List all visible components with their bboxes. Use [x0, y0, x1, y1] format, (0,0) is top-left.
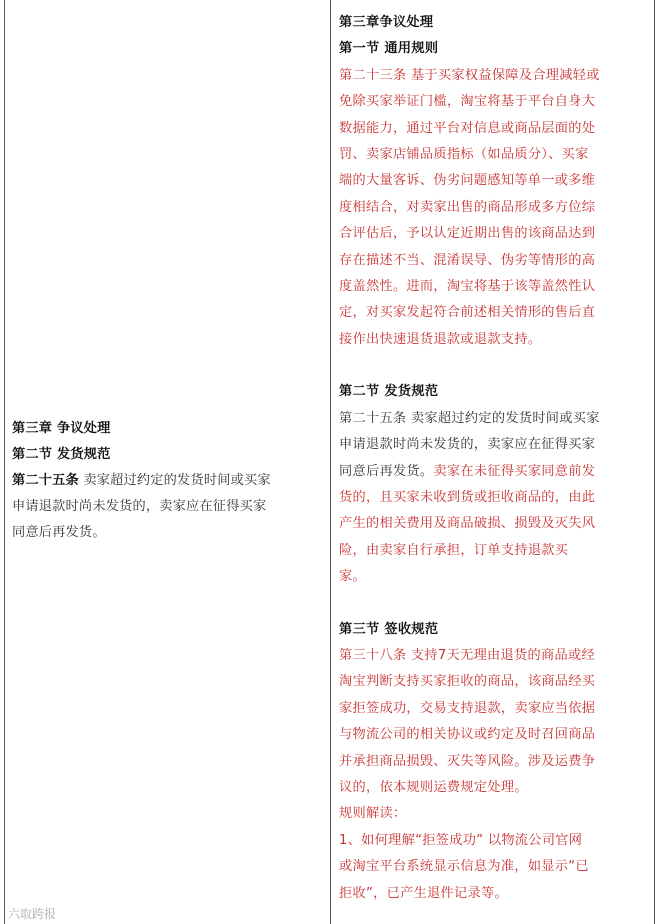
section3-line: 规则解读：: [339, 806, 407, 822]
section2-line: 险，由卖家自行承担，订单支持退款买: [339, 542, 569, 558]
paragraph-gap: [339, 353, 651, 379]
section3-line: 淘宝判断支持买家拒收的商品，该商品经买: [339, 674, 596, 690]
paragraph-gap: [339, 591, 651, 617]
left-article-number: 第二十五条: [12, 473, 79, 488]
watermark-text: 六取跨报: [8, 907, 57, 921]
section2-line: 申请退款时尚未发货的，卖家应在征得买家: [339, 437, 596, 453]
table-border-middle: [330, 0, 331, 924]
table-border-right: [654, 0, 655, 924]
left-article-line: 同意后再发货。: [12, 525, 106, 540]
section2-mixed-line: [339, 459, 651, 485]
section3-line: 1、如何理解“拒签成功” 以物流公司官网: [339, 832, 583, 848]
left-column-old-rule: [12, 416, 324, 546]
section1-line: 合评估后，予以认定近期出售的该商品达到: [339, 226, 596, 242]
right-chapter-title: 第三章争议处理: [339, 15, 434, 30]
section3-line: 家拒签成功，交易支持退款，卖家应当依据: [339, 700, 596, 716]
section2-mixed-red-text: 卖家在未征得买家同意前发: [433, 463, 596, 479]
section3-line: 并承担商品损毁、灭失等风险。涉及运费争: [339, 753, 596, 769]
section1-line: 罚、卖家店铺品质指标（如品质分）、买家: [339, 147, 589, 163]
section1-line: 第二十三条 基于买家权益保障及合理减轻或: [339, 67, 600, 83]
section3-line: 拒收”，已产生退件记录等。: [339, 885, 508, 901]
right-section2-title: 第二节 发货规范: [339, 384, 439, 400]
right-section3-title: 第三节 签收规范: [339, 621, 439, 637]
left-section-title: 第二节 发货规范: [12, 447, 111, 462]
section1-line: 数据能力，通过平台对信息或商品层面的处: [339, 120, 596, 136]
section2-line: 家。: [339, 569, 366, 585]
left-article-line: [12, 468, 324, 494]
left-chapter-title: 第三章 争议处理: [12, 421, 111, 436]
section2-line: 第二十五条 卖家超过约定的发货时间或买家: [339, 410, 600, 426]
left-article-line: 申请退款时尚未发货的，卖家应在征得买家: [12, 499, 267, 514]
section3-line: 与物流公司的相关协议或约定及时召回商品: [339, 727, 596, 743]
right-section1-title: 第一节 通用规则: [339, 41, 439, 57]
section3-line: 议的，依本规则运费规定处理。: [339, 779, 528, 795]
section1-line: 存在描述不当、混淆误导、伪劣等情形的高: [339, 252, 596, 268]
section2-mixed-dark-text: 同意后再发货。: [339, 463, 434, 479]
section1-line: 接作出快速退货退款或退款支持。: [339, 331, 542, 347]
section1-line: 度盖然性。进而，淘宝将基于该等盖然性认: [339, 279, 596, 295]
section1-line: 定，对买家发起符合前述相关情形的售后直: [339, 305, 596, 321]
section1-line: 免除买家举证门槛，淘宝将基于平台自身大: [339, 94, 596, 110]
section3-line: 第三十八条 支持7天无理由退货的商品或经: [339, 647, 595, 663]
section2-line: 货的，且买家未收到货或拒收商品的，由此: [339, 489, 596, 505]
right-column-new-rule: [339, 10, 651, 907]
section2-line: 产生的相关费用及商品破损、损毁及灭失风: [339, 516, 596, 532]
table-border-left: [4, 0, 5, 924]
section1-line: 度相结合，对卖家出售的商品形成多方位综: [339, 199, 596, 215]
section1-line: 端的大量客诉、伪劣问题感知等单一或多维: [339, 173, 596, 189]
left-article-text: 卖家超过约定的发货时间或买家: [83, 473, 271, 488]
section3-line: 或淘宝平台系统显示信息为准，如显示“已: [339, 859, 589, 875]
